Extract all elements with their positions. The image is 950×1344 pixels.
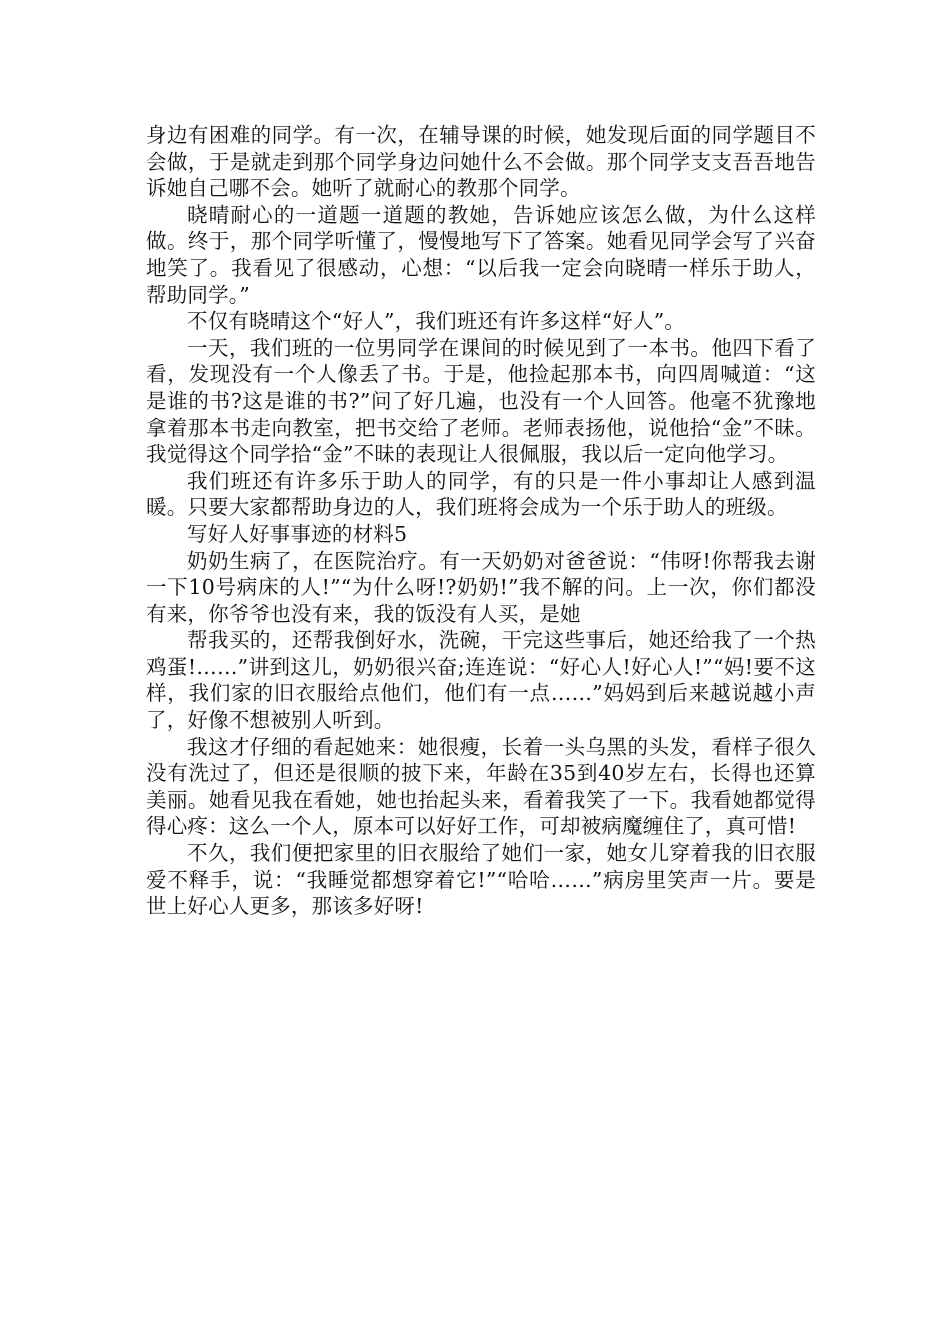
paragraph-5: 我们班还有许多乐于助人的同学，有的只是一件小事却让人感到温暖。只要大家都帮助身边的人，我们班将会成为一个乐于助人的班级。 — [146, 468, 816, 520]
paragraph-7: 帮我买的，还帮我倒好水，洗碗，干完这些事后，她还给我了一个热鸡蛋!……”讲到这儿，奶奶很兴奋;连连说：“好心人!好心人!”“妈!要不这样，我们家的旧衣服给点他们，他们有一点……”妈妈到后来越说越小声了，好像不想被别人听到。 — [146, 628, 816, 733]
paragraph-6: 奶奶生病了，在医院治疗。有一天奶奶对爸爸说：“伟呀!你帮我去谢一下10号病床的人!”“为什么呀!?奶奶!”我不解的问。上一次，你们都没有来，你爷爷也没有来，我的饭没有人买，是她 — [146, 548, 816, 626]
paragraph-2: 晓晴耐心的一道题一道题的教她，告诉她应该怎么做，为什么这样做。终于，那个同学听懂了，慢慢地写下了答案。她看见同学会写了兴奋地笑了。我看见了很感动，心想：“以后我一定会向晓晴一样乐于助人，帮助同学。” — [146, 202, 816, 307]
section-heading: 写好人好事事迹的材料5 — [187, 521, 408, 546]
paragraph-3: 不仅有晓晴这个“好人”，我们班还有许多这样“好人”。 — [187, 309, 686, 334]
paragraph-8: 我这才仔细的看起她来：她很瘦，长着一头乌黑的头发，看样子很久没有洗过了，但还是很顺的披下来，年龄在35到40岁左右，长得也还算美丽。她看见我在看她，她也抬起头来，看着我笑了一下。我看她都觉得得心疼：这么一个人，原本可以好好工作，可却被病魔缠住了，真可惜! — [146, 734, 816, 839]
document-body — [146, 122, 816, 920]
paragraph-4: 一天，我们班的一位男同学在课间的时候见到了一本书。他四下看了看，发现没有一个人像丢了书。于是，他捡起那本书，向四周喊道：“这是谁的书?这是谁的书?”问了好几遍，也没有一个人回答。他毫不犹豫地拿着那本书走向教室，把书交给了老师。老师表扬他，说他拾“金”不昧。我觉得这个同学拾“金”不昧的表现让人很佩服，我以后一定向他学习。 — [146, 335, 816, 467]
paragraph-9: 不久，我们便把家里的旧衣服给了她们一家，她女儿穿着我的旧衣服爱不释手，说：“我睡觉都想穿着它!”“哈哈……”病房里笑声一片。要是世上好心人更多，那该多好呀! — [146, 841, 816, 919]
paragraph-1: 身边有困难的同学。有一次，在辅导课的时候，她发现后面的同学题目不会做，于是就走到那个同学身边问她什么不会做。那个同学支支吾吾地告诉她自己哪不会。她听了就耐心的教那个同学。 — [146, 123, 816, 201]
